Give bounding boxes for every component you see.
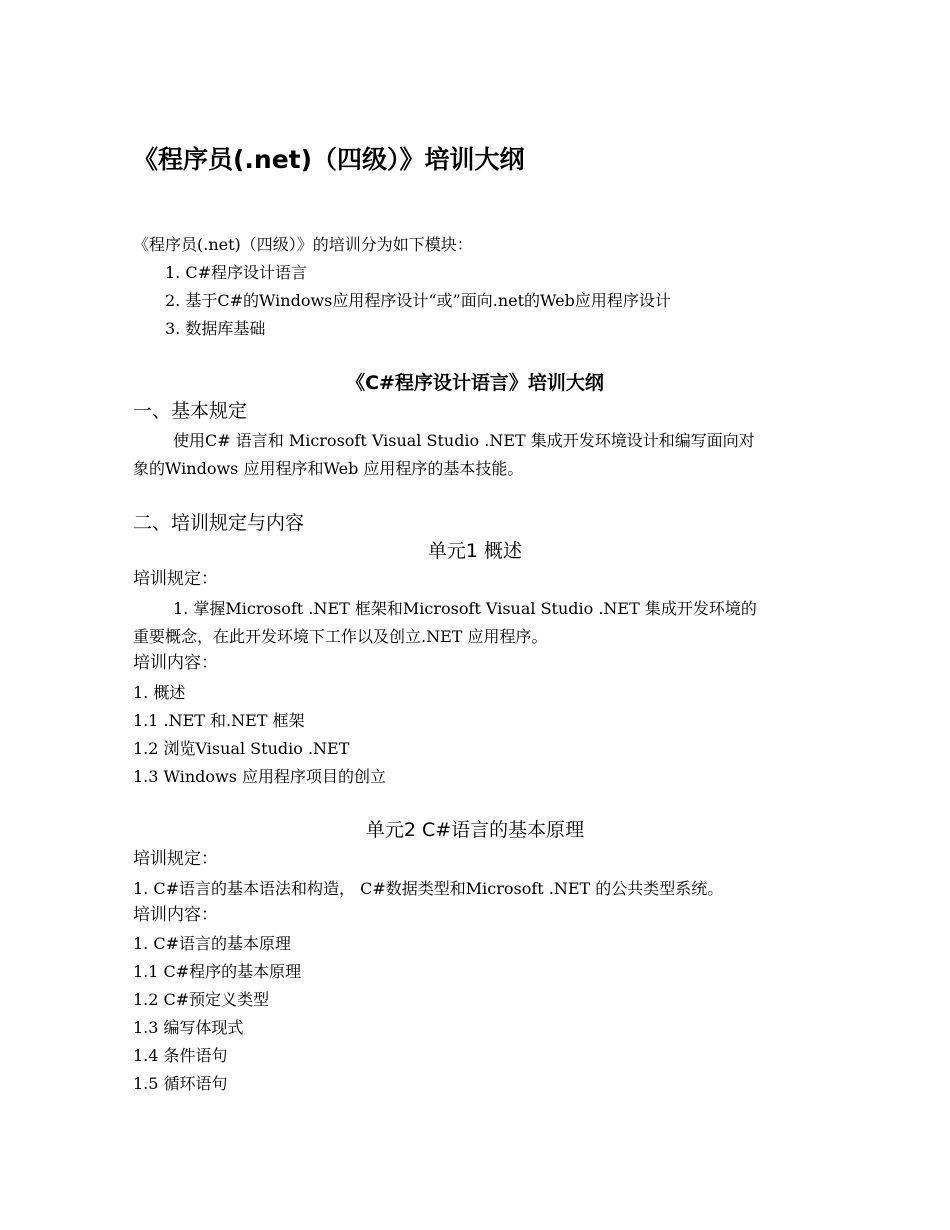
content-item: 1.1 .NET 和.NET 框架 bbox=[133, 711, 305, 730]
section-paragraph: 象的Windows 应用程序和Web 应用程序的基本技能。 bbox=[133, 459, 524, 478]
requirement-text: 1. C#语言的基本语法和构造， C#数据类型和Microsoft .NET 的公共类型系统。 bbox=[133, 879, 724, 898]
content-item: 1.3 编写体现式 bbox=[133, 1018, 244, 1037]
section-paragraph: 使用C# 语言和 Microsoft Visual Studio .NET 集成开发环境设计和编写面向对 bbox=[173, 431, 755, 450]
requirement-text: 重要概念，在此开发环境下工作以及创立.NET 应用程序。 bbox=[133, 627, 548, 646]
section-heading-training: 二、培训规定与内容 bbox=[133, 512, 305, 534]
module-item: 3. 数据库基础 bbox=[165, 319, 266, 338]
content-item: 1. 概述 bbox=[133, 683, 186, 702]
content-item: 1.4 条件语句 bbox=[133, 1046, 228, 1065]
content-item: 1.3 Windows 应用程序项目的创立 bbox=[133, 767, 386, 786]
content-item: 1.1 C#程序的基本原理 bbox=[133, 962, 302, 981]
doc-title: 《程序员(.net)（四级）》培训大纲 bbox=[133, 145, 525, 174]
content-label: 培训内容： bbox=[133, 905, 218, 925]
outline-title: 《C#程序设计语言》培训大纲 bbox=[346, 372, 604, 394]
section-heading-basic: 一、基本规定 bbox=[133, 400, 248, 422]
unit-title: 单元1 概述 bbox=[427, 540, 523, 562]
content-item: 1. C#语言的基本原理 bbox=[133, 934, 292, 953]
content-item: 1.2 C#预定义类型 bbox=[133, 990, 270, 1009]
requirement-label: 培训规定： bbox=[133, 849, 218, 869]
unit-title: 单元2 C#语言的基本原理 bbox=[365, 819, 585, 841]
requirement-label: 培训规定： bbox=[133, 569, 218, 589]
module-item: 1. C#程序设计语言 bbox=[165, 263, 308, 282]
module-item: 2. 基于C#的Windows应用程序设计“或”面向.net的Web应用程序设计 bbox=[165, 291, 671, 310]
requirement-text: 1. 掌握Microsoft .NET 框架和Microsoft Visual Studio .NET 集成开发环境的 bbox=[173, 599, 757, 618]
content-item: 1.2 浏览Visual Studio .NET bbox=[133, 739, 350, 758]
content-label: 培训内容： bbox=[133, 653, 218, 673]
intro-text: 《程序员(.net)（四级）》的培训分为如下模块： bbox=[133, 235, 473, 254]
content-item: 1.5 循环语句 bbox=[133, 1074, 228, 1093]
